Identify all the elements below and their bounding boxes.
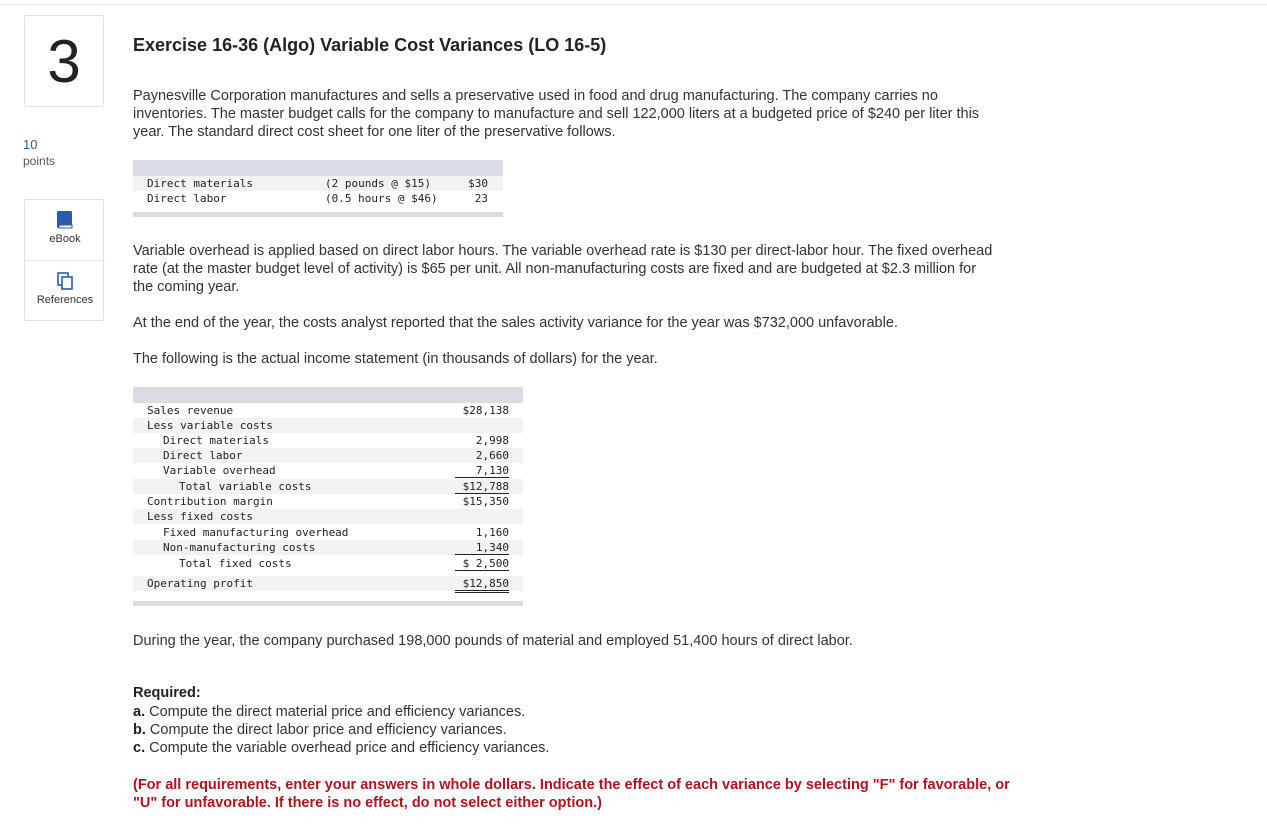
cost-detail: (0.5 hours @ $46) <box>325 192 438 205</box>
requirement-b <box>133 722 507 738</box>
book-icon <box>56 210 74 230</box>
income-statement-table <box>133 387 523 609</box>
table-row <box>133 556 523 571</box>
cost-item: Direct labor <box>147 192 227 205</box>
statement-value: 2,660 <box>475 449 509 462</box>
requirement-text: Compute the direct material price and efficiency variances. <box>149 704 526 720</box>
table-footer-band <box>133 212 503 217</box>
statement-label: Non-manufacturing costs <box>163 541 316 554</box>
statement-label: Sales revenue <box>147 404 234 417</box>
cost-detail: (2 pounds @ $15) <box>325 177 431 190</box>
statement-label: Operating profit <box>147 577 253 590</box>
table-row <box>133 463 523 478</box>
statement-value: $ 2,500 <box>455 556 509 571</box>
statement-label: Less fixed costs <box>147 510 253 523</box>
instructions-line-2: "U" for unfavorable. If there is no effect, do not select either option.) <box>133 795 602 811</box>
table-header-band <box>133 160 503 176</box>
table-row <box>133 418 523 433</box>
table-row <box>133 540 523 555</box>
table-row <box>133 479 523 494</box>
intro-line-2: inventories. The master budget calls for the company to manufacture and sell 122,000 liters at a budgeted price of $240 per liter this <box>133 106 980 122</box>
statement-label: Direct labor <box>163 449 243 462</box>
references-button[interactable] <box>25 261 105 322</box>
statement-label: Total fixed costs <box>179 557 292 570</box>
instructions-note <box>133 776 1093 812</box>
standard-cost-table <box>133 160 503 220</box>
requirement-letter: a. <box>133 704 146 720</box>
table-row <box>133 448 523 463</box>
table-header-band <box>133 387 523 403</box>
statement-label: Total variable costs <box>179 480 312 493</box>
requirement-letter: c. <box>133 740 146 756</box>
requirement-letter: b. <box>133 722 146 738</box>
table-footer-band <box>133 601 523 606</box>
top-divider <box>0 4 1267 5</box>
requirement-text: Compute the direct labor price and efficiency variances. <box>149 722 507 738</box>
overhead-line-1: Variable overhead is applied based on direct labor hours. The variable overhead rate is $130 per direct-labor hour. The fixed overhead <box>133 243 993 259</box>
table-row <box>133 494 523 509</box>
cost-amount: 23 <box>474 192 488 205</box>
points-label: points <box>23 154 56 168</box>
tools-panel <box>24 199 104 321</box>
statement-label: Contribution margin <box>147 495 273 508</box>
exercise-title: Exercise 16-36 (Algo) Variable Cost Variances (LO 16-5) <box>133 35 607 55</box>
statement-value: $12,850 <box>455 576 509 593</box>
overhead-line-3: the coming year. <box>133 279 240 295</box>
statement-value: $28,138 <box>462 404 509 417</box>
statement-label: Fixed manufacturing overhead <box>163 526 349 539</box>
table-row <box>133 403 523 418</box>
variance-text: At the end of the year, the costs analyst reported that the sales activity variance for the year was $732,000 unfavorable. <box>133 315 898 331</box>
required-heading: Required: <box>133 685 201 701</box>
intro-line-1: Paynesville Corporation manufactures and sells a preservative used in food and drug manufacturing. The company carries no <box>133 88 938 104</box>
statement-value: 1,160 <box>475 526 509 539</box>
statement-label: Less variable costs <box>147 419 273 432</box>
cost-item: Direct materials <box>147 177 253 190</box>
table-row <box>133 176 503 191</box>
statement-value: $12,788 <box>455 479 509 494</box>
statement-value: 2,998 <box>475 434 509 447</box>
table-row <box>133 191 503 206</box>
cost-amount: $30 <box>468 177 488 190</box>
statement-value: 7,130 <box>455 463 509 478</box>
statement-label: Direct materials <box>163 434 269 447</box>
table-row <box>133 509 523 524</box>
points-value: 10 <box>23 137 38 152</box>
overhead-line-2: rate (at the master budget level of activity) is $65 per unit. All non-manufacturing costs are fixed and are budgeted at $2.3 million for <box>133 261 977 277</box>
requirement-text: Compute the variable overhead price and efficiency variances. <box>149 740 550 756</box>
references-label: References <box>36 294 94 306</box>
table-row <box>133 576 523 591</box>
table-row <box>133 525 523 540</box>
purchases-text: During the year, the company purchased 198,000 pounds of material and employed 51,400 hours of direct labor. <box>133 633 853 649</box>
intro-line-3: year. The standard direct cost sheet for one liter of the preservative follows. <box>133 124 616 140</box>
ebook-button[interactable] <box>25 200 105 261</box>
statement-intro: The following is the actual income statement (in thousands of dollars) for the year. <box>133 351 658 367</box>
copy-icon <box>56 271 74 291</box>
requirement-c <box>133 740 549 756</box>
statement-value: $15,350 <box>462 495 509 508</box>
instructions-line-1: (For all requirements, enter your answers in whole dollars. Indicate the effect of each variance by selecting "F" for favorable, or <box>133 777 1010 793</box>
requirement-a <box>133 704 525 720</box>
table-row <box>133 433 523 448</box>
question-number: 3 <box>24 15 104 107</box>
statement-value: 1,340 <box>455 540 509 555</box>
ebook-label: eBook <box>49 233 81 245</box>
statement-label: Variable overhead <box>163 464 276 477</box>
